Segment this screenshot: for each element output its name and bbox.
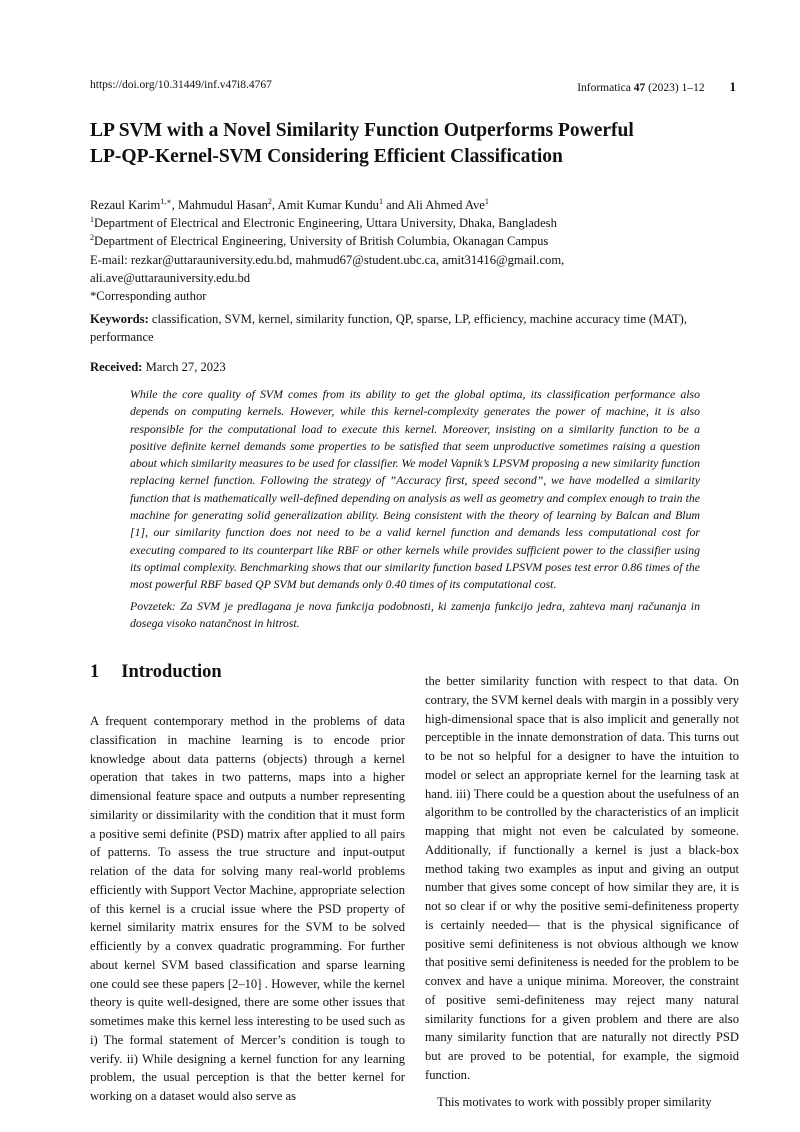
abstract-paragraph: While the core quality of SVM comes from its ability to get the global optima, its classification performance also depends on computing kernels. However, while this kernel-complexity generates the power of machine, it is also responsible for the computational load to execute this kernel. Moreover, insisting on a similarity function to be a positive definite kernel demands some properties to be satisfied that seem unproductive sometimes raising a question about which similarity measures to be used for classifier. We model Vapnik’s LPSVM proposing a new similarity function replacing kernel function. Following the strategy of ”Accuracy first, speed second”, we have modelled a similarity function that is mathematically well-defined depending on analysis as well as geometry and complex enough to train the machine for generating solid generalization ability. Being consistent with the theory of learning by Balcan and Blum [1], our similarity function does not need to be a valid kernel function and demands less computational cost for executing compared to its counterpart like RBF or other kernels while provides sufficient power to the classifier using its optimal complexity. Benchmarking shows that our similarity function based LPSVM poses test error 0.86 times of the most powerful RBF based QP SVM but demands only 0.40 times of its computational cost. bbox=[130, 387, 700, 592]
email-line-2: ali.ave@uttarauniversity.edu.bd bbox=[90, 270, 251, 285]
affiliation-1 bbox=[90, 214, 730, 232]
title-line-1: LP SVM with a Novel Similarity Function Outperforms Powerful bbox=[90, 120, 634, 141]
section-title: Introduction bbox=[121, 662, 222, 682]
author-name: and Ali Ahmed Ave bbox=[382, 198, 485, 212]
author-name: Rezaul Karim bbox=[90, 198, 161, 212]
body-paragraph: This motivates to work with possibly proper similarity bbox=[437, 1094, 712, 1109]
affiliation-2 bbox=[90, 232, 730, 250]
received-label: Received: bbox=[90, 360, 143, 374]
body-column-left bbox=[90, 712, 405, 1106]
journal-citation bbox=[577, 79, 736, 95]
journal-name: Informatica bbox=[577, 82, 631, 94]
keywords bbox=[90, 310, 740, 346]
abstract bbox=[130, 386, 700, 632]
title-line-2: LP-QP-Kernel-SVM Considering Efficient Classification bbox=[90, 146, 563, 167]
affiliation-text: Department of Electrical Engineering, University of British Columbia, Okanagan Campus bbox=[94, 234, 549, 249]
affiliation-mark: 1 bbox=[90, 215, 94, 225]
author-affiliation-mark: 1 bbox=[484, 196, 489, 206]
doi-link[interactable]: https://doi.org/10.31449/inf.v47i8.4767 bbox=[90, 79, 272, 91]
journal-year-pages: (2023) 1–12 bbox=[648, 82, 705, 94]
author-name: , Amit Kumar Kundu bbox=[271, 198, 379, 212]
section-number: 1 bbox=[90, 662, 100, 682]
author-affiliation-mark: 1,∗ bbox=[160, 196, 172, 206]
affiliation-mark: 2 bbox=[90, 233, 94, 243]
povzetek-paragraph: Povzetek: Za SVM je predlagana je nova funkcija podobnosti, ki zamenja funkcijo jedra, zahteva manj računanja in dosega visoko natančnost in hitrost. bbox=[130, 598, 700, 630]
affiliation-text: Department of Electrical and Electronic Engineering, Uttara University, Dhaka, Bangladesh bbox=[94, 216, 557, 231]
journal-volume: 47 bbox=[633, 82, 646, 94]
keywords-label: Keywords: bbox=[90, 312, 149, 326]
received-value: March 27, 2023 bbox=[142, 360, 226, 374]
section-heading bbox=[90, 662, 222, 683]
body-paragraph: the better similarity function with respect to that data. On contrary, the SVM kernel deals with margin in a possibly very high-dimensional space that is also implicit and generally not perceptible in the innate demonstration of data. This turns out to be not so helpful for a designer to have the intuition to model or select an appropriate kernel for the learning task at hand. iii) There could be a question about the usefulness of an algorithm to be controlled by the characteristics of an implicit mapping that might not even be calculated by someone. Additionally, if functionally a kernel is just a black-box method taking two examples as input and giving an output number that gives some concept of how similar they are, it is not so clear if or why the positive semi-definiteness property is certainly needed— that is the physical significance of positive semi definiteness is not obvious although we know that positive semi definiteness is needed for the problem to be convex and have a unique minima. Moreover, the constraint of positive semi-definiteness may reject many natural similarity functions for a given problem and there are also many similarity function that are naturally not directly PSD but are proved to be potential, for example, the sigmoid function. bbox=[425, 674, 739, 1082]
body-paragraph: A frequent contemporary method in the problems of data classification in machine learning is to encode prior knowledge about data patterns (objects) through a kernel operation that takes in two patterns, maps into a higher dimensional feature space and outputs a number representing similarity or dissimilarity with the condition that it must form a positive semi definite (PSD) matrix after applied to all pairs of patterns. To assess the true structure and input-output relation of the data for solving many real-world problems efficiently with Support Vector Machine, appropriate selection of this kernel is a crucial issue where the PSD property of kernel similarity matrix ensures for the SVM to be solved efficiently by a convex quadratic programming. For further about kernel SVM based classification and sparse learning one could see these papers [2–10] . However, while the kernel theory is quite well-designed, there are some other issues that sometimes make this kernel less interesting to be used such as i) The formal statement of Mercer’s condition is tough to verify. ii) While designing a kernel function for any learning problem, the usual perception is that the better kernel for working on a dataset would also serve as bbox=[90, 714, 405, 1103]
received-date bbox=[90, 360, 226, 375]
corresponding-author-note: *Corresponding author bbox=[90, 289, 207, 304]
author-affiliation-mark: 2 bbox=[267, 196, 272, 206]
email-line-1: E-mail: rezkar@uttarauniversity.edu.bd, mahmud67@student.ubc.ca, amit31416@gmail.com, bbox=[90, 252, 565, 267]
keywords-text: classification, SVM, kernel, similarity function, QP, sparse, LP, efficiency, machine accuracy time (MAT), performance bbox=[90, 312, 687, 344]
author-affiliation-mark: 1 bbox=[378, 196, 383, 206]
body-column-right bbox=[425, 672, 739, 1111]
author-name: , Mahmudul Hasan bbox=[171, 198, 268, 212]
page-number: 1 bbox=[729, 79, 736, 94]
author-list bbox=[90, 196, 730, 214]
paper-title bbox=[90, 118, 730, 170]
author-block bbox=[90, 196, 730, 305]
